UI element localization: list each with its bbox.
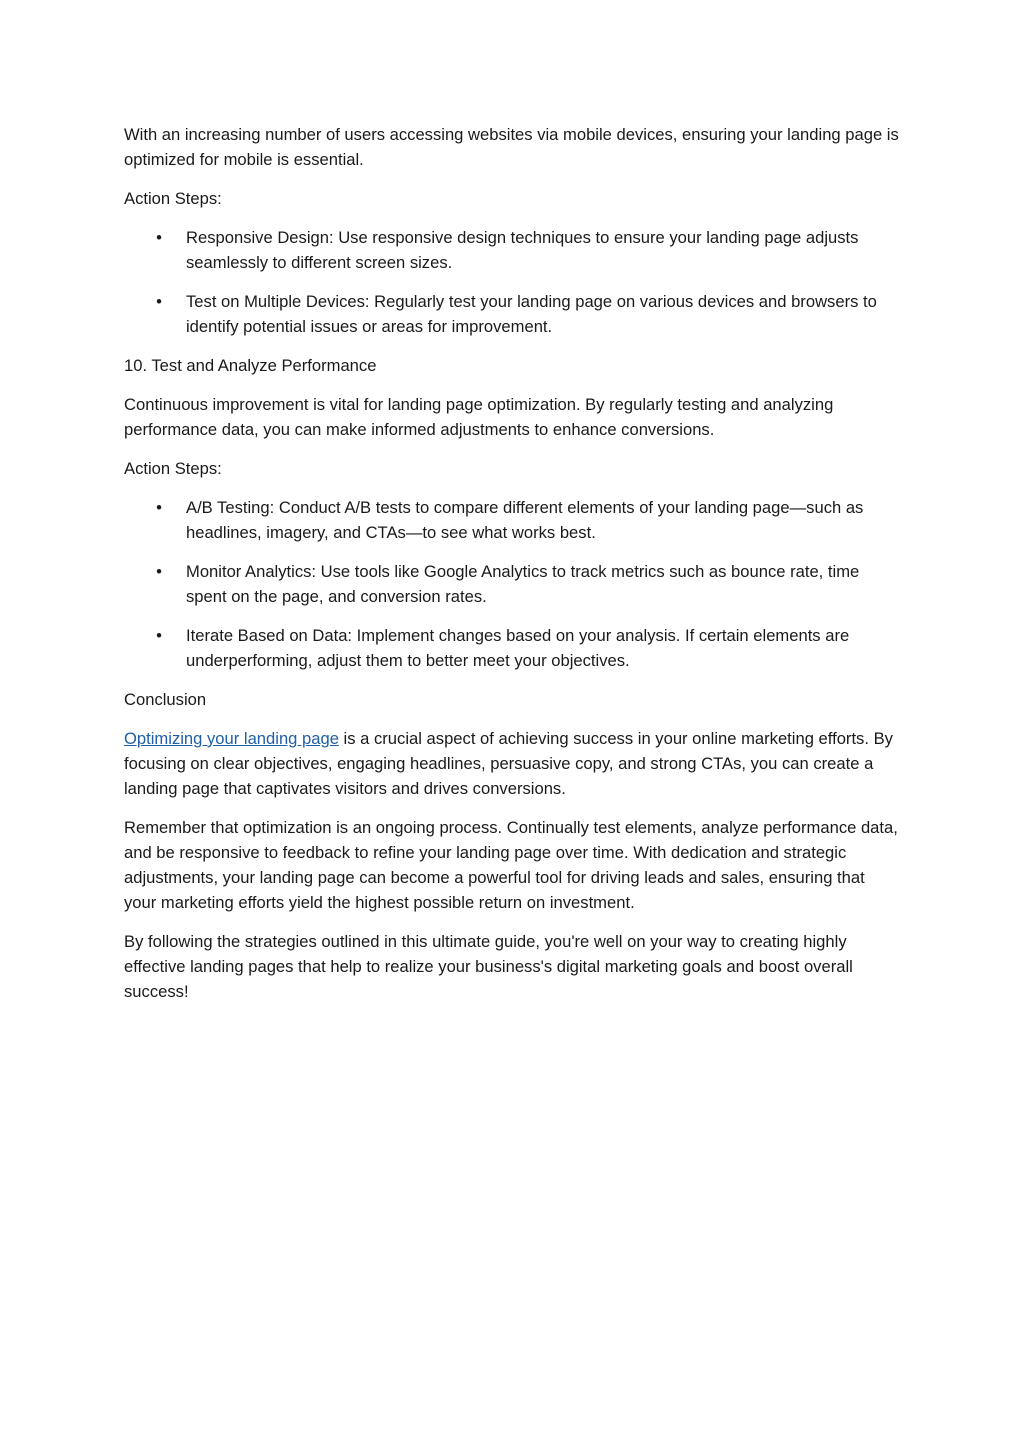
list-item-text: Test on Multiple Devices: Regularly test your landing page on various devices and browsers to identify potential issues or areas for improvement. <box>186 292 877 336</box>
list-item <box>124 225 899 275</box>
bullet-icon: • <box>156 228 162 247</box>
list-item-text: A/B Testing: Conduct A/B tests to compare different elements of your landing page—such as headlines, imagery, and CTAs—to see what works best. <box>186 498 864 542</box>
list-item <box>124 559 899 609</box>
list-item <box>124 289 899 339</box>
section-heading-test-analyze: 10. Test and Analyze Performance <box>124 356 377 375</box>
bullet-icon: • <box>156 562 162 581</box>
bullet-icon: • <box>156 626 162 645</box>
list-item <box>124 495 899 545</box>
conclusion-paragraph-3: By following the strategies outlined in this ultimate guide, you're well on your way to creating highly effective landing pages that help to realize your business's digital marketing goals and boost overall success! <box>124 932 853 1001</box>
action-steps-label: Action Steps: <box>124 189 222 208</box>
mobile-intro-paragraph: With an increasing number of users accessing websites via mobile devices, ensuring your landing page is optimized for mobile is essential. <box>124 125 899 169</box>
conclusion-paragraph-2: Remember that optimization is an ongoing process. Continually test elements, analyze performance data, and be responsive to feedback to refine your landing page over time. With dedication and strategic adjustments, your landing page can become a powerful tool for driving leads and sales, ensuring that your marketing efforts yield the highest possible return on investment. <box>124 818 898 912</box>
list-item-text: Responsive Design: Use responsive design techniques to ensure your landing page adjusts seamlessly to different screen sizes. <box>186 228 859 272</box>
list-item-text: Iterate Based on Data: Implement changes based on your analysis. If certain elements are underperforming, adjust them to better meet your objectives. <box>186 626 850 670</box>
conclusion-paragraph-1 <box>124 726 899 801</box>
test-steps-list <box>124 495 899 673</box>
section-heading-conclusion: Conclusion <box>124 690 207 709</box>
list-item <box>124 623 899 673</box>
mobile-steps-list <box>124 225 899 339</box>
optimizing-landing-page-link[interactable]: Optimizing your landing page <box>124 729 339 748</box>
document-page <box>124 122 899 1018</box>
action-steps-label: Action Steps: <box>124 459 222 478</box>
bullet-icon: • <box>156 292 162 311</box>
test-intro-paragraph: Continuous improvement is vital for landing page optimization. By regularly testing and analyzing performance data, you can make informed adjustments to enhance conversions. <box>124 395 834 439</box>
conclusion-paragraph-1-text: is a crucial aspect of achieving success in your online marketing efforts. By focusing on clear objectives, engaging headlines, persuasive copy, and strong CTAs, you can create a landing page that captivates visitors and drives conversions. <box>124 729 893 798</box>
list-item-text: Monitor Analytics: Use tools like Google Analytics to track metrics such as bounce rate, time spent on the page, and conversion rates. <box>186 562 860 606</box>
bullet-icon: • <box>156 498 162 517</box>
